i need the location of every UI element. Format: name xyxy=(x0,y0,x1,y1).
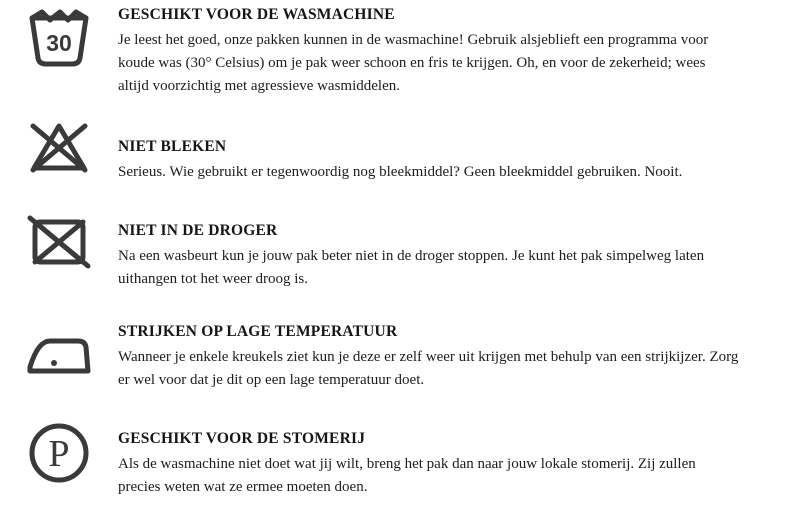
care-instruction-item xyxy=(0,6,800,98)
dry-clean-p-icon xyxy=(0,422,118,484)
wash-temperature-label: 30 xyxy=(46,30,72,56)
care-instruction-text xyxy=(118,323,800,392)
care-instruction-item xyxy=(0,120,800,184)
care-instruction-description: Je leest het goed, onze pakken kunnen in de wasmachine! Gebruik alsjeblieft een programma voor koude was (30° Celsius) om je pak weer schoon en fris te krijgen. Oh, en voor de zekerheid; wees altijd voorzichtig met agressieve wasmiddelen. xyxy=(118,31,709,95)
iron-low-temperature-icon xyxy=(0,323,118,379)
care-instruction-text xyxy=(118,120,742,184)
care-instruction-item xyxy=(0,422,800,499)
care-instruction-description: Serieus. Wie gebruikt er tegenwoordig nog bleekmiddel? Geen bleekmiddel gebruiken. Nooit. xyxy=(118,163,683,180)
care-instruction-description: Als de wasmachine niet doet wat jij wilt, breng het pak dan naar jouw lokale stomerij. Zij zullen precies weten wat ze ermee moeten doen. xyxy=(118,455,696,496)
care-instruction-text xyxy=(118,6,800,98)
do-not-bleach-icon xyxy=(0,120,118,176)
dry-clean-letter-label: P xyxy=(48,433,70,476)
washing-machine-30-icon xyxy=(0,6,118,68)
care-instruction-title: GESCHIKT VOOR DE STOMERIJ xyxy=(118,430,366,448)
care-instruction-text xyxy=(118,422,800,499)
care-instruction-title: GESCHIKT VOOR DE WASMACHINE xyxy=(118,6,395,23)
care-instruction-item xyxy=(0,212,800,291)
care-instruction-title: NIET IN DE DROGER xyxy=(118,222,278,240)
care-instruction-description: Na een wasbeurt kun je jouw pak beter niet in de droger stoppen. Je kunt het pak simpelweg laten uithangen tot het weer droog is. xyxy=(118,247,705,288)
care-instruction-item xyxy=(0,323,800,392)
care-instruction-title: NIET BLEKEN xyxy=(118,138,227,156)
do-not-tumble-dry-icon xyxy=(0,212,118,272)
care-instruction-text xyxy=(118,212,800,291)
care-instruction-title: STRIJKEN OP LAGE TEMPERATUUR xyxy=(118,323,398,341)
care-instruction-description: Wanneer je enkele kreukels ziet kun je deze er zelf weer uit krijgen met behulp van een strijkijzer. Zorg er wel voor dat je dit op een lage temperatuur doet. xyxy=(118,348,739,389)
